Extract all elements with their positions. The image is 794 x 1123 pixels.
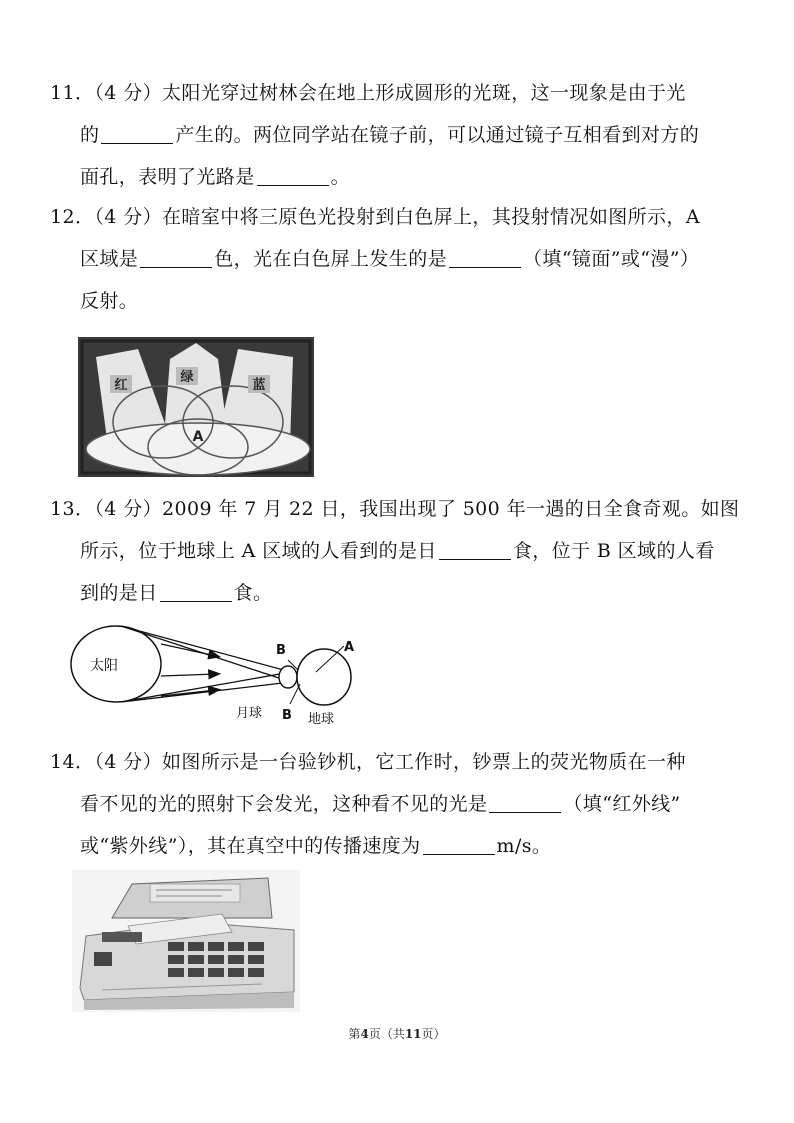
primary-colors-figure — [78, 337, 314, 477]
label-blue: 蓝 — [252, 378, 266, 393]
q13-line-1: 13．（4 分）2009 年 7 月 22 日，我国出现了 500 年一遇的日全食奇观。如图 — [50, 498, 740, 520]
q14-blank-1[interactable] — [489, 792, 561, 813]
q12-line-3 — [50, 280, 750, 322]
q12-text-3: 反射。 — [80, 290, 139, 312]
q14-text-2b: （填“红外线” — [563, 793, 681, 815]
q14-text-3a: 或“紫外线”），其在真空中的传播速度为 — [80, 835, 421, 857]
q12-text-2b: 色，光在白色屏上发生的是 — [214, 248, 448, 270]
q13-line-3 — [50, 572, 750, 614]
q14-line-2 — [50, 783, 750, 825]
q11-text-3a: 面孔，表明了光路是 — [80, 166, 255, 188]
q12-text-2c: （填“镜面”或“漫”） — [523, 248, 700, 270]
q12-line-2 — [50, 238, 750, 280]
moon-circle — [279, 666, 297, 688]
q13-points: （4 分） — [94, 498, 163, 520]
q13-number: 13 — [50, 498, 75, 520]
q14-line-3 — [50, 825, 750, 867]
eclipse-figure — [66, 624, 366, 730]
q13-line-2 — [50, 530, 750, 572]
keypad — [168, 942, 264, 977]
q13-blank-1[interactable] — [439, 539, 511, 560]
page-footer — [0, 1025, 794, 1042]
money-detector-figure — [72, 870, 300, 1012]
q11-line-2 — [50, 114, 750, 156]
label-green: 绿 — [180, 370, 194, 385]
machine-label-plate — [150, 884, 240, 902]
question-11 — [50, 72, 750, 198]
q14-text-1: 如图所示是一台验钞机，它工作时，钞票上的荧光物质在一种 — [162, 751, 686, 773]
label-b-top: B — [276, 643, 286, 658]
q12-text-1: 在暗室中将三原色光投射到白色屏上，其投射情况如图所示，A — [162, 206, 700, 228]
slot-dark — [102, 932, 142, 942]
label-b-bottom: B — [282, 708, 292, 723]
q13-blank-2[interactable] — [160, 581, 232, 602]
q13-text-2a: 所示，位于地球上 A 区域的人看到的是日 — [80, 540, 437, 562]
q11-line-3 — [50, 156, 750, 198]
q12-points: （4 分） — [94, 206, 163, 228]
earth-label: 地球 — [308, 712, 335, 727]
q14-number: 14 — [50, 751, 75, 773]
q13-text-3a: 到的是日 — [80, 582, 158, 604]
question-13 — [50, 488, 750, 614]
q11-blank-2[interactable] — [257, 165, 329, 186]
q12-blank-1[interactable] — [140, 247, 212, 268]
sun-label: 太阳 — [90, 658, 118, 674]
q11-text-3b: 。 — [330, 166, 351, 188]
q11-line-1: 11．（4 分）太阳光穿过树林会在地上形成圆形的光斑，这一现象是由于光 — [50, 82, 686, 104]
q13-text-1: 2009 年 7 月 22 日，我国出现了 500 年一遇的日全食奇观。如图 — [162, 498, 740, 520]
footer-page-number: 4 — [360, 1027, 369, 1041]
q11-text-1: 太阳光穿过树林会在地上形成圆形的光斑，这一现象是由于光 — [162, 82, 686, 104]
q12-text-2a: 区域是 — [80, 248, 139, 270]
footer-total-pages: 11 — [404, 1027, 422, 1041]
footer-prefix: 第 — [348, 1027, 361, 1041]
left-control — [94, 952, 112, 966]
q14-points: （4 分） — [94, 751, 163, 773]
q11-number: 11 — [50, 82, 75, 104]
q12-blank-2[interactable] — [449, 247, 521, 268]
q11-text-2b: 产生的。两位同学站在镜子前，可以通过镜子互相看到对方的 — [175, 124, 700, 146]
q12-line-1: 12．（4 分）在暗室中将三原色光投射到白色屏上，其投射情况如图所示，A — [50, 206, 700, 228]
ray-arrow-2 — [161, 674, 216, 676]
question-12 — [50, 196, 750, 322]
q12-number: 12 — [50, 206, 75, 228]
q11-text-2a: 的 — [80, 124, 100, 146]
q14-text-2a: 看不见的光的照射下会发光，这种看不见的光是 — [80, 793, 488, 815]
label-a: A — [192, 429, 204, 445]
q14-line-1: 14．（4 分）如图所示是一台验钞机，它工作时，钞票上的荧光物质在一种 — [50, 751, 686, 773]
footer-mid: 页（共 — [368, 1027, 405, 1041]
q11-points: （4 分） — [94, 82, 163, 104]
q13-text-3b: 食。 — [233, 582, 273, 604]
question-14 — [50, 741, 750, 867]
q13-text-2b: 食，位于 B 区域的人看 — [512, 540, 715, 562]
q14-blank-2[interactable] — [423, 834, 495, 855]
moon-label: 月球 — [236, 706, 263, 721]
q11-blank-1[interactable] — [101, 123, 173, 144]
label-red: 红 — [114, 378, 128, 393]
footer-suffix: 页） — [421, 1027, 446, 1041]
earth-circle — [297, 649, 351, 705]
label-a-region: A — [344, 640, 355, 655]
q14-text-3b: m/s。 — [496, 835, 552, 857]
